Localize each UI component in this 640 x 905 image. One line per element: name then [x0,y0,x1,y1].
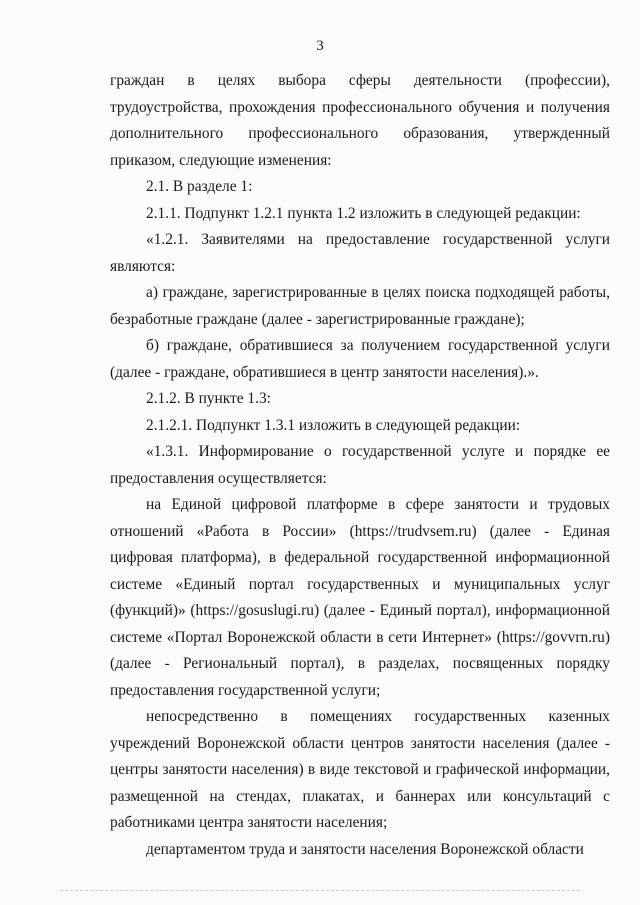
paragraph: департаментом труда и занятости населения Воронежской области [146,840,584,858]
paragraph: «1.2.1. Заявителями на предоставление государственной услуги являются: [110,231,610,275]
paragraph: 2.1. В разделе 1: [146,178,253,195]
paragraph: б) граждане, обратившиеся за получением государственной услуги (далее - граждане, обратившиеся в центр занятости населения).». [110,337,610,381]
paragraph: на Единой цифровой платформе в сфере занятости и трудовых отношений «Работа в России» (https://trudvsem.ru) (далее - Единая цифровая платформа), в федеральной государственной информационной системе «Единый портал государственных и муниципальных услуг (функций)» (https://gosuslugi.ru) (далее - Единый портал), информационной системе «Портал Воронежской области в сети Интернет» (https://govvrn.ru) (далее - Региональный портал), в разделах, посвященных порядку предоставления государственной услуги; [110,496,610,699]
paragraph: «1.3.1. Информирование о государственной услуге и порядке ее предоставления осуществляется: [110,443,610,487]
paragraph: граждан в целях выбора сферы деятельности (профессии), трудоустройства, прохождения профессионального обучения и получения дополнительного профессионального образования, утвержденный приказом, следующие изменения: [110,72,610,169]
scan-edge-divider [60,890,580,891]
paragraph: а) граждане, зарегистрированные в целях поиска подходящей работы, безработные граждане (далее - зарегистрированные граждане); [110,284,610,328]
page-number: 3 [316,38,324,54]
paragraph: 2.1.2.1. Подпункт 1.3.1 изложить в следующей редакции: [146,416,521,434]
paragraph: непосредственно в помещениях государственных казенных учреждений Воронежской области центров занятости населения (далее - центры занятости населения) в виде текстовой и графической информации, размещенной на стендах, плакатах, и баннерах или консультаций с работниками центра занятости населения; [110,708,610,831]
paragraph: 2.1.1. Подпункт 1.2.1 пункта 1.2 изложить в следующей редакции: [146,204,581,222]
paragraph: 2.1.2. В пункте 1.3: [146,390,271,407]
document-body [110,68,610,863]
